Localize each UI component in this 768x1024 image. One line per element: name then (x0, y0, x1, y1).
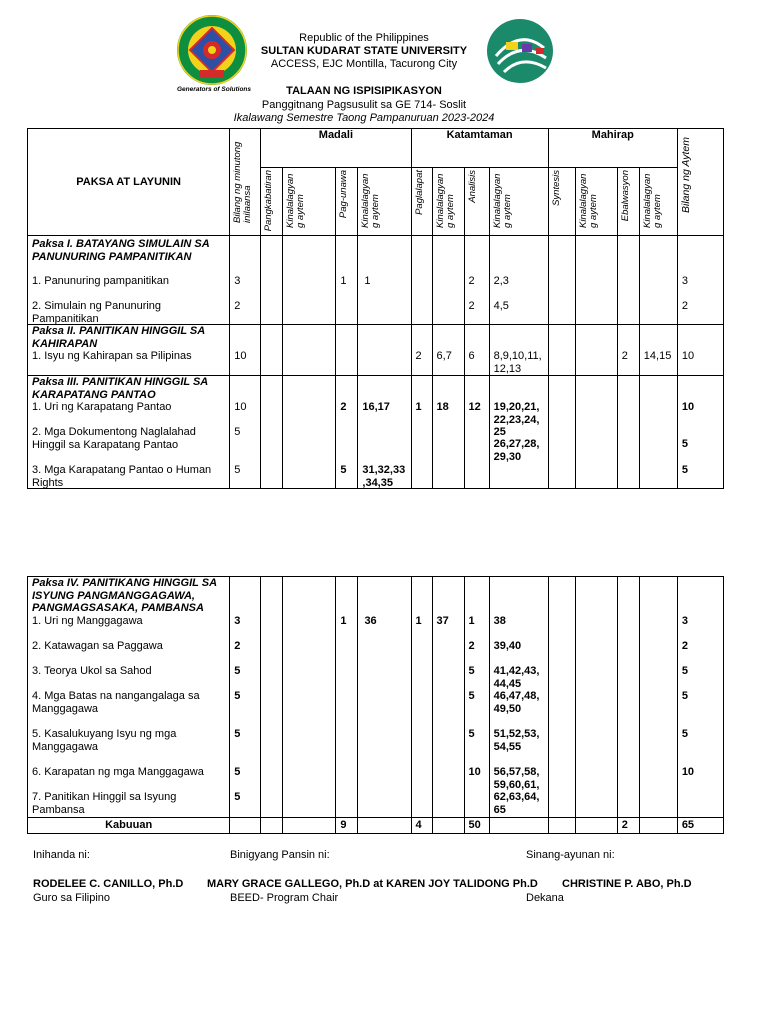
s4-i2-minuto: 2 (234, 640, 241, 652)
header-kinalalagyan-6: Kinalalagyan g aytem (641, 174, 663, 229)
s1-i1-aytem: 3 (681, 275, 688, 287)
s2-i1-analisis: 6 (468, 350, 475, 362)
s4-i4-aytem: 5 (681, 690, 688, 702)
s4-i4-analisis: 5 (468, 690, 475, 702)
document-subtitle: Panggitnang Pagsusulit sa GE 714- Soslit (261, 98, 467, 111)
s1-i1-minuto: 3 (234, 275, 241, 287)
s3-i1-kin-pu: 16,17 (362, 401, 390, 413)
s4-i6-kin-an: 56,57,58, 59,60,61, (493, 766, 540, 791)
s4-i6-analisis: 10 (468, 766, 481, 778)
s3-i3-kin-pu: 31,32,33 ,34,35 (362, 464, 406, 489)
s4-i1-kin-an: 38 (493, 615, 506, 627)
s3-i2-kin-an: 26,27,28, 29,30 (493, 438, 540, 463)
s3-i1-minuto: 10 (234, 401, 247, 413)
total-paguunawa: 9 (336, 818, 358, 834)
s4-i5-aytem: 5 (681, 728, 688, 740)
header-madali: Madali (261, 129, 411, 168)
s4-i4-minuto: 5 (234, 690, 241, 702)
document-title: TALAAN NG ISPISIPIKASYON (286, 85, 442, 97)
s1-i1-analisis: 2 (468, 275, 475, 287)
section-4-title: Paksa IV. PANITIKANG HINGGIL SA ISYUNG PANGMANGGAGAWA, PANGMAGSASAKA, PAMBANSA (32, 577, 217, 614)
header-kinalalagyan-3: Kinalalagyan g aytem (434, 174, 456, 229)
s4-i5-minuto: 5 (234, 728, 241, 740)
s4-i1-analisis: 1 (468, 615, 475, 627)
s4-i3-minuto: 5 (234, 665, 241, 677)
s2-i1-kin-eb: 14,15 (643, 350, 672, 362)
document-semester: Ikalawang Semestre Taong Pampanuruan 2023-2024 (233, 112, 495, 124)
header-kinalalagyan-4: Kinalalagyan g aytem (491, 174, 513, 229)
s4-i6-aytem: 10 (681, 766, 695, 778)
s2-i1-kin-pl: 6,7 (436, 350, 452, 362)
s4-i1-aytem: 3 (681, 615, 688, 627)
s1-i1-paguunawa: 1 (340, 275, 347, 287)
s4-i5-analisis: 5 (468, 728, 475, 740)
approved-role: Dekana (526, 892, 564, 904)
s3-i2-minuto: 5 (234, 426, 241, 438)
s3-i1-paglalapat: 1 (415, 401, 422, 413)
section-4-item-5: 5. Kasalukuyang Isyu ng mga Manggagawa (32, 728, 177, 753)
section-4-item-7: 7. Panitikan Hinggil sa Isyung Pambansa (32, 791, 177, 816)
header-pag-unawa: Pag-unawa (338, 170, 350, 219)
s4-i7-kin-an: 62,63,64, 65 (493, 791, 540, 816)
header-pangkabatiran: Pangkabatiran (263, 170, 275, 232)
s4-i1-paguunawa: 1 (340, 615, 347, 627)
s4-i3-aytem: 5 (681, 665, 688, 677)
s4-i2-aytem: 2 (681, 640, 688, 652)
s1-i1-kin-pu: 1 (364, 275, 371, 287)
header-kinalalagyan-5: Kinalalagyan g aytem (577, 174, 599, 229)
approved-label: Sinang-ayunan ni: (526, 849, 615, 861)
s1-i2-aytem: 2 (681, 300, 688, 312)
republic-line: Republic of the Philippines (299, 32, 429, 44)
s3-i1-aytem: 10 (681, 401, 695, 413)
header-syntesis: Syntesis (550, 170, 562, 207)
s4-i3-kin-an: 41,42,43, 44,45 (493, 665, 540, 690)
spec-table-1 (27, 128, 724, 489)
s4-i2-analisis: 2 (468, 640, 475, 652)
prepared-name: RODELEE C. CANILLO, Ph.D (33, 878, 184, 890)
total-analisis: 50 (464, 818, 489, 834)
s1-i2-minuto: 2 (234, 300, 241, 312)
s3-i2-aytem: 5 (681, 438, 688, 450)
s4-i4-kin-an: 46,47,48, 49,50 (493, 690, 540, 715)
s2-i1-paglalapat: 2 (415, 350, 422, 362)
section-2-item-1: 1. Isyu ng Kahirapan sa Pilipinas (32, 350, 192, 362)
total-aytem: 65 (677, 818, 723, 834)
section-4-item-3: 3. Teorya Ukol sa Sahod (32, 665, 152, 677)
total-label: Kabuuan (28, 818, 230, 834)
section-3-item-2: 2. Mga Dokumentong Naglalahad Hinggil sa Karapatang Pantao (32, 426, 196, 451)
s2-i1-aytem: 10 (681, 350, 695, 362)
s4-i7-minuto: 5 (234, 791, 241, 803)
s2-i1-ebal: 2 (621, 350, 628, 362)
section-1-item-1: 1. Panunuring pampanitikan (32, 275, 169, 287)
header-bilang-aytem: Bilang ng Aytem (679, 137, 692, 213)
s2-i1-minuto: 10 (234, 350, 247, 362)
s4-i2-kin-an: 39,40 (493, 640, 522, 652)
header-ebalwasyon: Ebalwasyon (619, 170, 631, 222)
s3-i1-kin-pl: 18 (436, 401, 449, 413)
campus-line: ACCESS, EJC Montilla, Tacurong City (270, 58, 458, 70)
header-katamtaman: Katamtaman (411, 129, 548, 168)
header-kinalalagyan-2: Kinalalagyan g aytem (360, 174, 382, 229)
campus-logo (486, 18, 554, 84)
s4-i1-kin-pl: 37 (436, 615, 449, 627)
total-ebal: 2 (617, 818, 639, 834)
header-mahirap: Mahirap (548, 129, 677, 168)
s3-i1-paguunawa: 2 (340, 401, 347, 413)
header-bilang-minuto: Bilang ng minutong inilaansa (232, 141, 254, 223)
section-3-item-1: 1. Uri ng Karapatang Pantao (32, 401, 172, 413)
section-4-item-4: 4. Mga Batas na nangangalaga sa Manggagawa (32, 690, 200, 715)
s3-i1-kin-an: 19,20,21, 22,23,24, 25 (493, 401, 540, 438)
prepared-role: Guro sa Filipino (33, 892, 111, 904)
s3-i1-analisis: 12 (468, 401, 481, 413)
section-1-title: Paksa I. BATAYANG SIMULAIN SA PANUNURING PAMPANITIKAN (32, 238, 210, 263)
noted-role: BEED- Program Chair (230, 892, 339, 904)
header-analisis: Analisis (466, 170, 478, 204)
s4-i1-minuto: 3 (234, 615, 241, 627)
header-kinalalagyan-1: Kinalalagyan g aytem (285, 174, 307, 229)
section-4-item-1: 1. Uri ng Manggagawa (32, 615, 143, 627)
s4-i5-kin-an: 51,52,53, 54,55 (493, 728, 540, 753)
s1-i1-kin-an: 2,3 (493, 275, 509, 287)
header-paksa: PAKSA AT LAYUNIN (28, 129, 230, 236)
noted-label: Binigyang Pansin ni: (230, 849, 330, 861)
s2-i1-kin-an: 8,9,10,11, 12,13 (493, 350, 542, 375)
s3-i3-paguunawa: 5 (340, 464, 347, 476)
seal-caption: Generators of Solutions (176, 86, 252, 93)
section-3-title: Paksa III. PANITIKAN HINGGIL SA KARAPATANG PANTAO (32, 376, 208, 401)
header-paglalapat: Paglalapat (413, 170, 425, 216)
spec-table-2 (27, 576, 724, 834)
total-paglalapat: 4 (411, 818, 432, 834)
university-name: SULTAN KUDARAT STATE UNIVERSITY (260, 45, 468, 57)
prepared-label: Inihanda ni: (33, 849, 90, 861)
section-3-item-3: 3. Mga Karapatang Pantao o Human Rights (32, 464, 212, 489)
section-2-title: Paksa II. PANITIKAN HINGGIL SA KAHIRAPAN (32, 325, 205, 350)
s1-i2-kin-an: 4,5 (493, 300, 509, 312)
approved-name: CHRISTINE P. ABO, Ph.D (562, 878, 692, 890)
s1-i2-analisis: 2 (468, 300, 475, 312)
section-1-item-2: 2. Simulain ng Panunuring Pampanitikan (32, 300, 162, 325)
s3-i3-minuto: 5 (234, 464, 241, 476)
s4-i6-minuto: 5 (234, 766, 241, 778)
s3-i3-aytem: 5 (681, 464, 688, 476)
noted-name: MARY GRACE GALLEGO, Ph.D at KAREN JOY TALIDONG Ph.D (207, 878, 538, 890)
s4-i1-paglalapat: 1 (415, 615, 422, 627)
s4-i1-kin-pu: 36 (364, 615, 377, 627)
section-4-item-2: 2. Katawagan sa Paggawa (32, 640, 163, 652)
section-4-item-6: 6. Karapatan ng mga Manggagawa (32, 766, 204, 778)
s4-i3-analisis: 5 (468, 665, 475, 677)
